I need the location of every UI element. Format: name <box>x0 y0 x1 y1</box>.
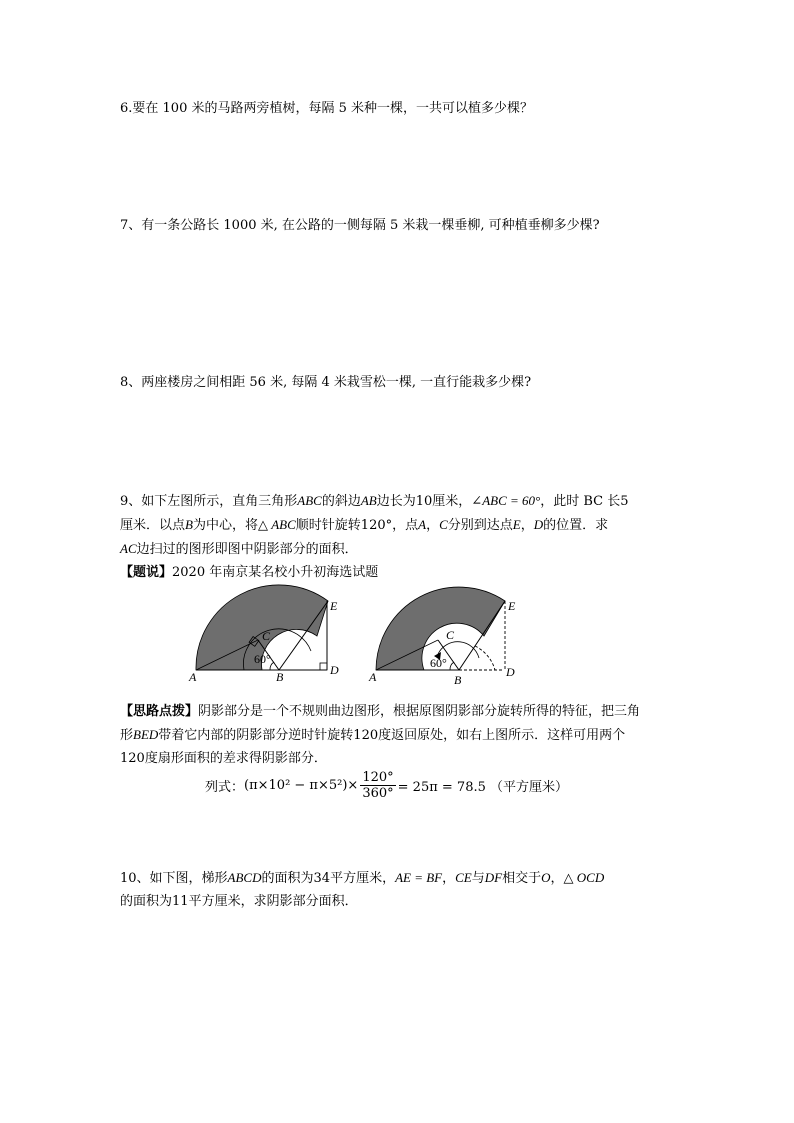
label-a: A <box>189 670 197 684</box>
label-b: B <box>454 673 462 687</box>
question-9-line-3: AC边扫过的图形即图中阴影部分的面积． <box>120 541 358 557</box>
figure-left <box>189 596 352 686</box>
label-c: C <box>446 628 455 642</box>
label-60-degree: 60° <box>254 652 271 666</box>
label-b: B <box>276 670 284 684</box>
label-c: C <box>262 629 271 643</box>
question-source: 【题说】2020 年南京某名校小升初海选试题 <box>120 565 379 580</box>
question-9-line-2: 厘米．以点B为中心，将△ ABC顺时针旋转120°，点A，C分别到达点E，D的位置．求 <box>120 517 609 533</box>
hint-block: 【思路点拨】阴影部分是一个不规则曲边图形，根据原图阴影部分旋转所得的特征，把三角 形BED带着它内部的阴影部分逆时针旋转120度返回原处，如右上图所示．这样可用两个 120度扇形面积的差求得阴影部分． <box>120 704 641 766</box>
figure-right <box>369 596 532 687</box>
question-7: 7、有一条公路长 1000 米, 在公路的一侧每隔 5 米栽一棵垂柳, 可种植垂柳多少棵? <box>120 218 600 233</box>
label-d: D <box>506 665 515 679</box>
fraction: $\frac{120^\circ}{360^\circ}$ <box>362 770 394 801</box>
label-e: E <box>508 599 516 613</box>
label-a: A <box>369 670 377 684</box>
label-e: E <box>330 599 338 613</box>
question-6: 6.要在 100 米的马路两旁植树，每隔 5 米种一棵，一共可以植多少棵？ <box>120 101 534 116</box>
question-9-line-1: 9、如下左图所示，直角三角形ABC的斜边AB边长为10厘米，∠ABC = 60°，此时 BC 长5 <box>120 493 629 509</box>
question-10: 10、如下图，梯形ABCD的面积为34平方厘米，AE = BF，CE与DF相交于O，△ OCD 的面积为11平方厘米，求阴影部分面积． <box>120 870 605 909</box>
label-d: D <box>330 663 339 677</box>
question-9 <box>120 489 680 584</box>
formula: 列式： (π×10² − π×5²)× $\frac{120^\circ}{360^\circ}$ = 25π = 78.5 （平方厘米） <box>205 770 569 801</box>
label-60-degree: 60° <box>430 656 447 670</box>
question-8: 8、两座楼房之间相距 56 米, 每隔 4 米栽雪松一棵, 一直行能栽多少棵? <box>120 375 532 390</box>
